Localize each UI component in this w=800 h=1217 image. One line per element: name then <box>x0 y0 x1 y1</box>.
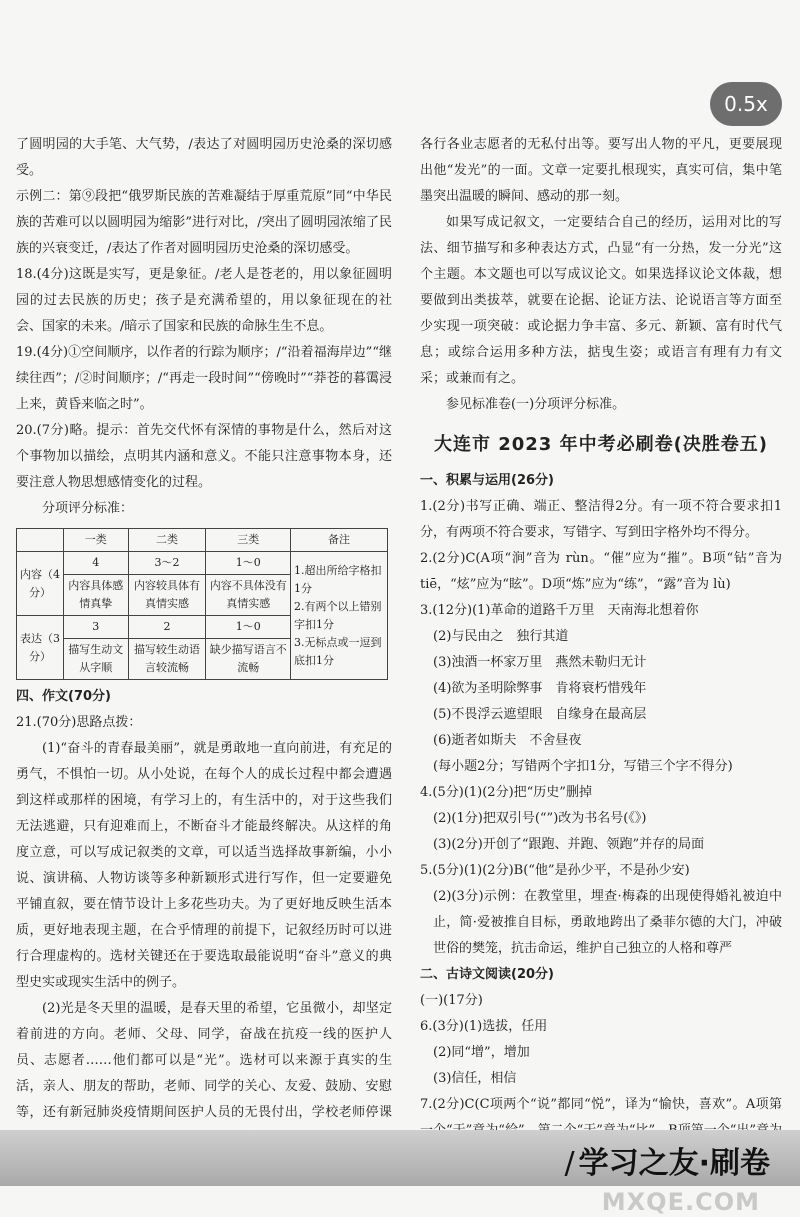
question-1: 1.(2分)书写正确、端正、整洁得2分。有一项不符合要求扣1分，有两项不符合要求，写错字、写到田字格外均不得分。 <box>420 499 782 540</box>
left-paragraph-1: 了圆明园的大手笔、大气势，/表达了对圆明园历史沧桑的深切感受。 <box>16 137 392 178</box>
q21-paragraph-2: (2)光是冬天里的温暖，是春天里的希望，它虽微小，却坚定着前进的方向。老师、父母、同学，奋战在抗疫一线的医护人员、志愿者……他们都可以是“光”。选材可以来源于真实的生活，亲人、朋友的帮助，老师、同学的关心、友爱、鼓励、安慰等，还有新冠肺炎疫情期间医护人员的无畏付出，学校老师停课 <box>16 1001 392 1120</box>
question-2: 2.(2分)C(A项“涧”音为 rùn。“催”应为“摧”。B项“钻”音为 tiē，“炫”应为“眩”。D项“炼”应为“练”，“露”音为 lù) <box>420 551 782 592</box>
table-cell: 2 <box>128 616 206 639</box>
table-cell: 1～0 <box>206 616 291 639</box>
table-cell: 描写生动文从字顺 <box>64 639 129 680</box>
zoom-level-badge[interactable]: 0.5x <box>710 82 782 126</box>
right-paragraph-2: 如果写成记叙文，一定要结合自己的经历，运用对比的写法、细节描写和多种表达方式，凸显“有一分热，发一分光”这个主题。本文题也可以写成议论文。如果选择议论文体裁，想要做到出类拔萃，就要在论据、论证方法、论说语言等方面至少实现一项突破：或论据力争丰富、多元、新颖、富有时代气息；或综合运用多种方法，掂曳生姿；或语言有理有力有文采；或兼而有之。 <box>420 215 782 386</box>
list-item: (2)(1分)把双引号(“”)改为书名号(《》) <box>433 811 647 826</box>
exam-title: 大连市 2023 年中考必刷卷(决胜卷五) <box>433 434 769 455</box>
score-standard-label: 分项评分标准： <box>42 501 134 516</box>
table-cell: 内容较具体有真情实感 <box>128 575 206 616</box>
table-cell-expression-label: 表达（3分） <box>17 616 64 680</box>
table-header: 二类 <box>128 529 206 552</box>
question-18: 18.(4分)这既是实写，更是象征。/老人是苍老的，用以象征圆明园的过去民族的历史；孩子是充满希望的，用以象征现在的社会、国家的未来。/暗示了国家和民族的命脉生生不息。 <box>16 267 392 334</box>
question-20: 20.(7分)略。提示：首先交代怀有深情的事物是什么，然后对这个事物加以描绘，点明其内涵和意义。不能只注意事物本身，还要注意人物思想感情变化的过程。 <box>16 423 392 490</box>
note-item: 3.无标点或一逗到底扣1分 <box>294 635 382 667</box>
table-cell-notes <box>291 552 388 680</box>
right-paragraph-1: 各行各业志愿者的无私付出等。要写出人物的平凡，更要展现出他“发光”的一面。文章一定要扎根现实，真实可信，集中笔墨突出温暖的瞬间、感动的那一刻。 <box>420 137 782 204</box>
table-cell-content-label: 内容（4分） <box>17 552 64 616</box>
table-header: 一类 <box>64 529 129 552</box>
table-cell: 1～0 <box>206 552 291 575</box>
table-cell: 描写较生动语言较流畅 <box>128 639 206 680</box>
list-item: (每小题2分；写错两个字扣1分，写错三个字不得分) <box>433 759 733 774</box>
table-cell: 内容具体感情真挚 <box>64 575 129 616</box>
left-column <box>16 132 392 1152</box>
list-item: (2)与民由之 独行其道 <box>433 629 569 644</box>
table-header: 三类 <box>206 529 291 552</box>
table-cell: 3 <box>64 616 129 639</box>
right-column <box>420 132 782 1144</box>
list-item: (6)逝者如斯夫 不舍昼夜 <box>433 733 582 748</box>
question-19: 19.(4分)①空间顺序，以作者的行踪为顺序；/“沿着福海岸边”“继续往西”；/②时间顺序；/“再走一段时间”“傍晚时”“莽苍的暮霭浸上来，黄昏来临之时”。 <box>16 345 392 412</box>
slash-icon: / <box>564 1146 575 1181</box>
table-row <box>17 552 388 575</box>
section-1-heading: 一、积累与运用(26分) <box>420 473 554 488</box>
question-21: 21.(70分)思路点拨： <box>16 715 142 730</box>
watermark-text: MXQE.COM <box>601 1188 760 1216</box>
note-item: 2.有两个以上错别字扣1分 <box>294 599 382 631</box>
list-item: (5)不畏浮云遮望眼 自缘身在最高层 <box>433 707 647 722</box>
footer-brand <box>564 1138 770 1182</box>
right-paragraph-3: 参见标准卷(一)分项评分标准。 <box>446 397 626 412</box>
list-item: (3)(2分)开创了“跟跑、并跑、领跑”并存的局面 <box>433 837 705 852</box>
question-3: 3.(12分)(1)革命的道路千万里 天南海北想着你 <box>420 603 699 618</box>
left-paragraph-2: 示例二：第⑨段把“俄罗斯民族的苦难凝结于厚重荒原”同“中华民族的苦难可以以圆明园为缩影”进行对比，/突出了圆明园浓缩了民族的兴衰变迁，/表达了作者对圆明园历史沧桑的深切感受。 <box>16 189 392 256</box>
table-cell-empty <box>17 529 64 552</box>
footer-brand-text: 学习之友·刷卷 <box>578 1146 770 1181</box>
question-4: 4.(5分)(1)(2分)把“历史”删掉 <box>420 785 592 800</box>
table-cell: 缺少描写语言不流畅 <box>206 639 291 680</box>
score-table <box>16 528 388 680</box>
table-header: 备注 <box>291 529 388 552</box>
table-cell: 内容不具体没有真情实感 <box>206 575 291 616</box>
question-5: 5.(5分)(1)(2分)B(“他”是孙少平，不是孙少安) <box>420 863 690 878</box>
list-item: (2)同“增”，增加 <box>433 1045 530 1060</box>
list-item: (3)浊酒一杯家万里 燕然未勒归无计 <box>433 655 647 670</box>
question-6: 6.(3分)(1)选拔，任用 <box>420 1019 548 1034</box>
section-2-heading: 二、古诗文阅读(20分) <box>420 967 554 982</box>
question-7: 7.(2分)C(C项两个“说”都同“悦”，译为“愉快，喜欢”。A项第 <box>420 1097 782 1112</box>
subsection-1: (一)(17分) <box>420 993 483 1008</box>
note-item: 1.超出所给字格扣1分 <box>294 563 382 595</box>
list-item: (3)信任，相信 <box>433 1071 517 1086</box>
list-item: (4)欲为圣明除弊事 肯将衰朽惜残年 <box>433 681 647 696</box>
section-4-heading: 四、作文(70分) <box>16 689 111 704</box>
question-5-part-2: (2)(3分)示例：在教堂里，埋查·梅森的出现使得婚礼被迫中止，简·爱被推自目标，勇敢地跨出了桑菲尔德的大门，冲破世俗的樊笼，抗击命运，维护自己独立的人格和尊严 <box>433 889 782 956</box>
table-cell: 4 <box>64 552 129 575</box>
q21-paragraph-1: (1)“奋斗的青春最美丽”，就是勇敢地一直向前进，有充足的勇气，不惧怕一切。从小处说，在每个人的成长过程中都会遭遇到这样或那样的困境，有学习上的，有生活中的，对于这些我们无法逃避，只有迎难而上，不断奋斗才能最终解决。从这样的角度立意，可以写成记叙类的文章，可以适当选择故事新编，小小说、演讲稿、人物访谈等多种新颖形式进行写作，但一定要避免平铺直叙，要在情节设计上多花些功夫。为了更好地反映生活本质，更好地表现主题，在合乎情理的前提下，记叙经历时可以进行合理虚构的。选材关键还在于要选取最能说明“奋斗”意义的典型史实或现实生活中的例子。 <box>16 741 392 990</box>
table-row <box>17 529 388 552</box>
table-cell: 3～2 <box>128 552 206 575</box>
